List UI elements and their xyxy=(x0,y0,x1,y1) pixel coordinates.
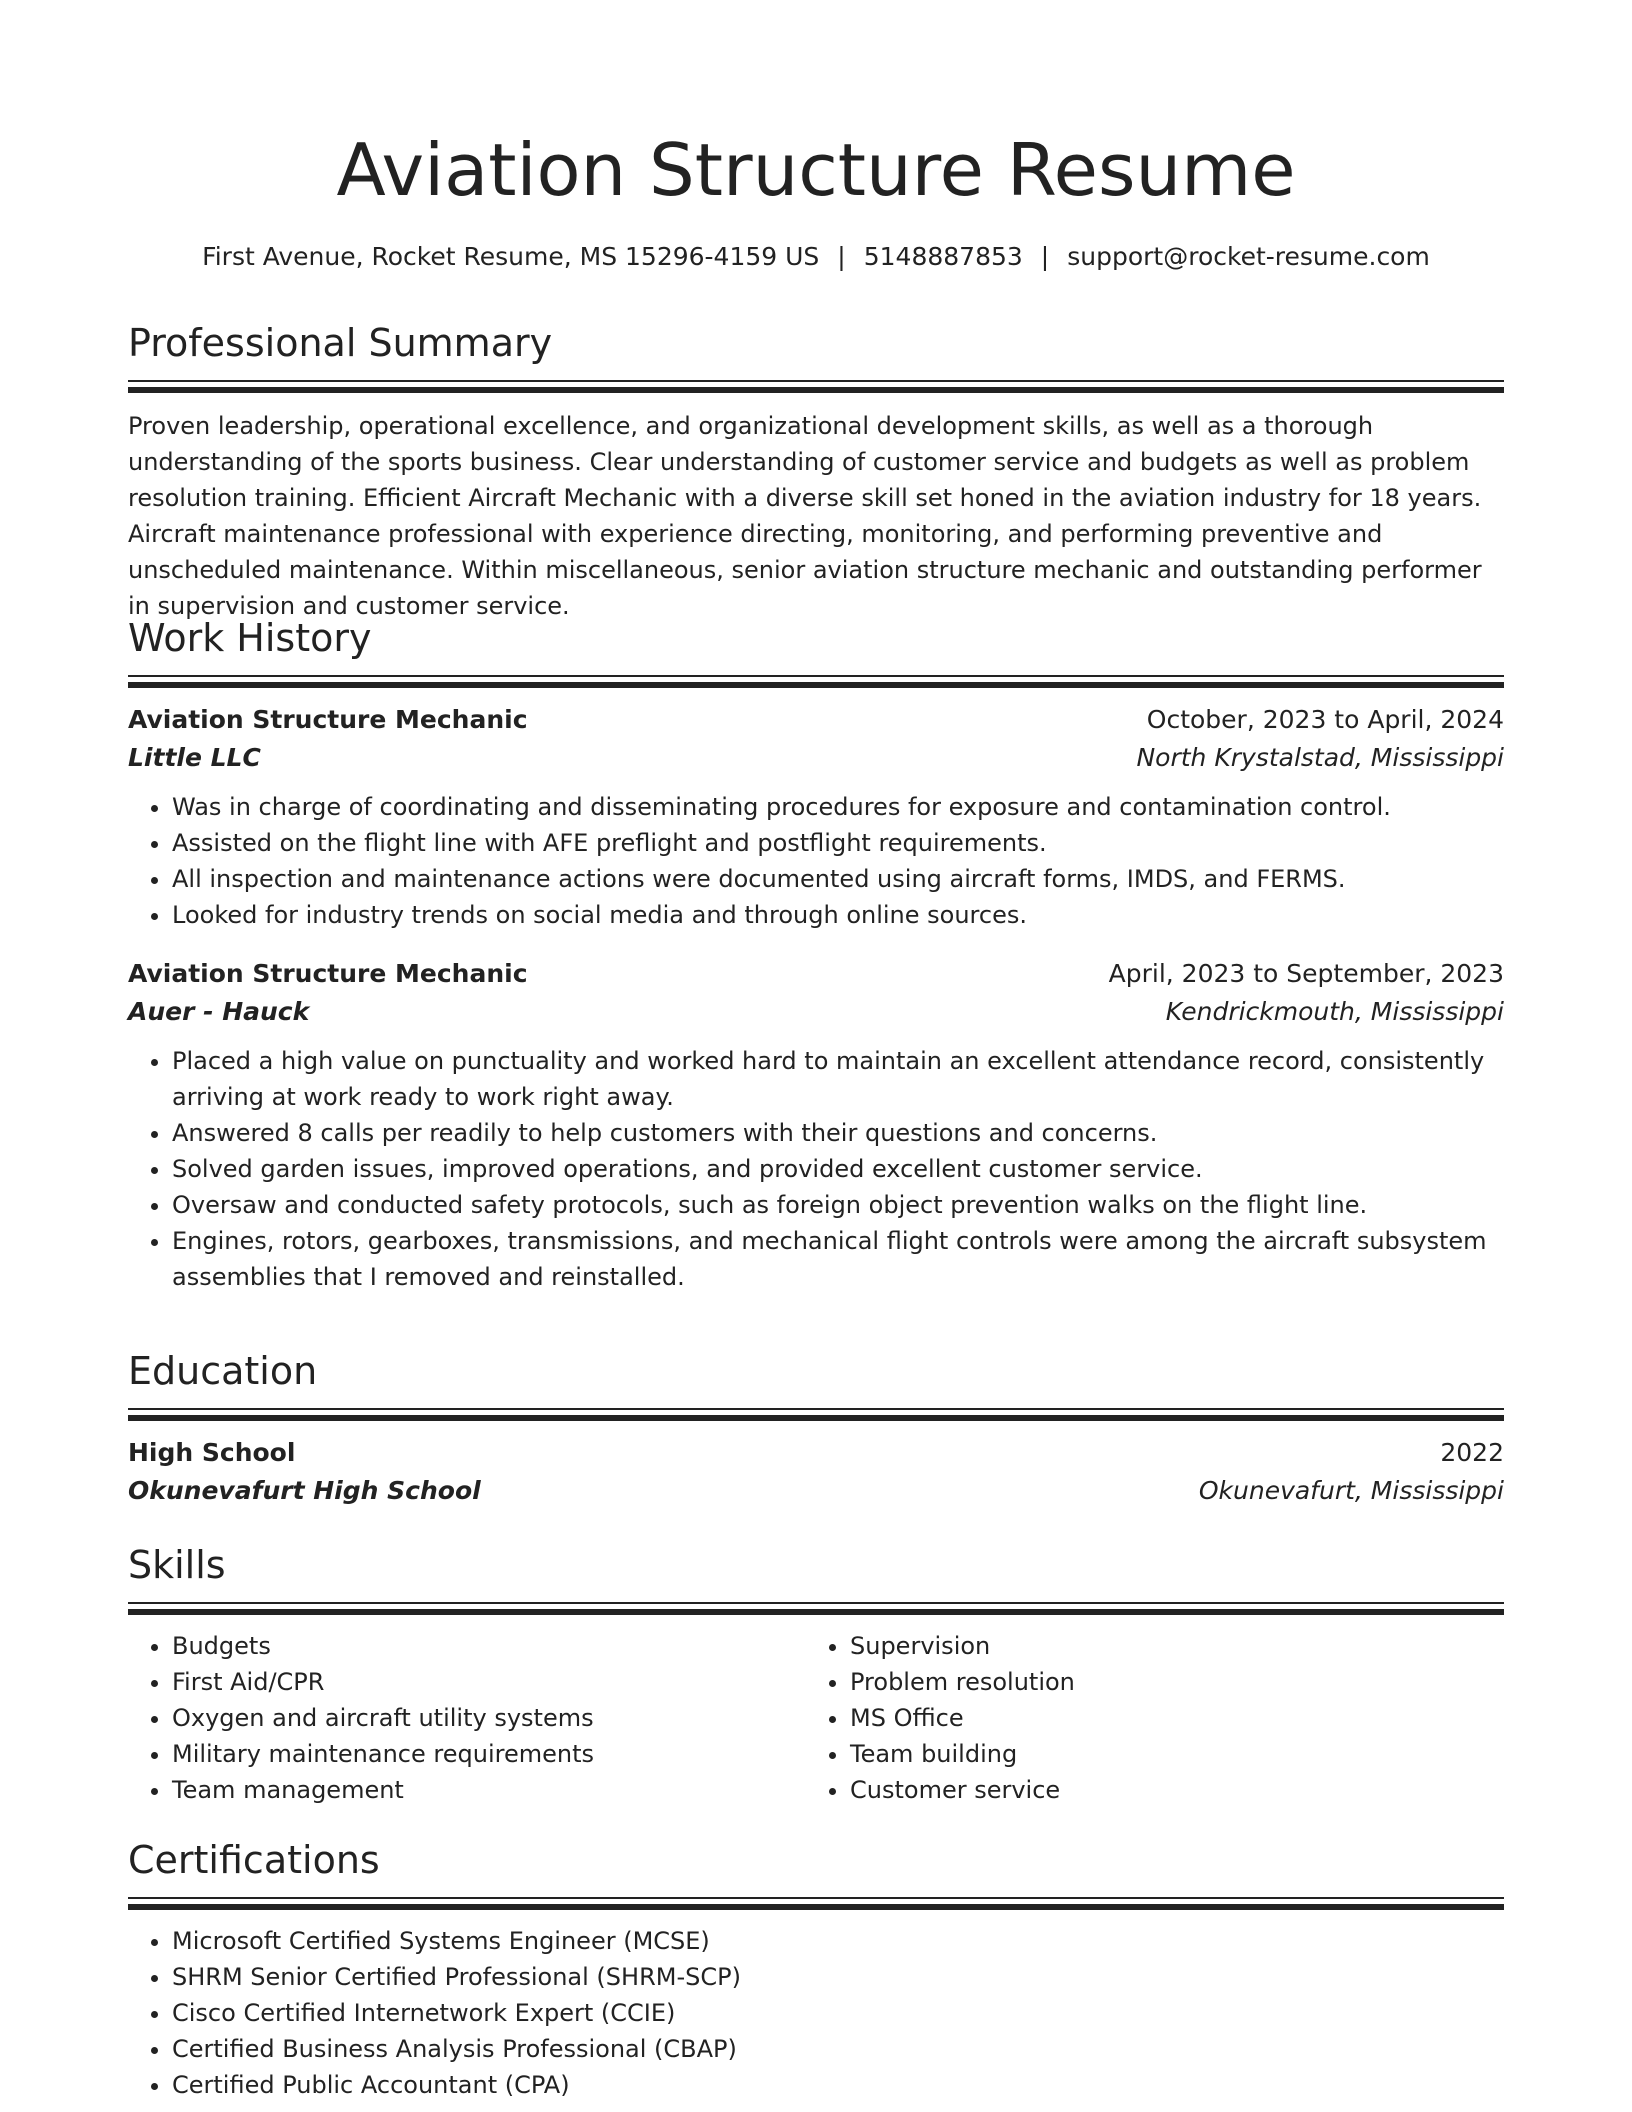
list-item: • Certified Public Accountant (CPA) xyxy=(172,2067,1504,2103)
list-item: • MS Office xyxy=(850,1700,1484,1736)
job-dates: October, 2023 to April, 2024 xyxy=(1146,705,1504,734)
summary-section xyxy=(128,318,1504,624)
list-item: • Certified Business Analysis Professional (CBAP) xyxy=(172,2031,1504,2067)
list-item: • Customer service xyxy=(850,1772,1484,1808)
work-section xyxy=(128,613,1504,1295)
list-item: • Team building xyxy=(850,1736,1484,1772)
list-item: • Looked for industry trends on social media and through online sources. xyxy=(172,897,1504,933)
skills-list-left xyxy=(128,1628,806,1808)
list-item: • All inspection and maintenance actions were documented using aircraft forms, IMDS, and FERMS. xyxy=(172,861,1504,897)
skills-columns xyxy=(128,1628,1504,1808)
resume-title: Aviation Structure Resume xyxy=(336,128,1296,212)
skills-section xyxy=(128,1540,1504,1808)
list-item: • Assisted on the flight line with AFE preflight and postflight requirements. xyxy=(172,825,1504,861)
list-item: • Budgets xyxy=(172,1628,806,1664)
education-year: 2022 xyxy=(1440,1438,1504,1467)
section-title-education: Education xyxy=(128,1349,318,1393)
job-header-row xyxy=(128,701,1504,739)
contact-separator: | xyxy=(837,242,846,271)
list-item: • Supervision xyxy=(850,1628,1484,1664)
certifications-list xyxy=(128,1923,1504,2103)
certifications-section xyxy=(128,1835,1504,2103)
education-school-row xyxy=(128,1472,1504,1510)
list-item: • Engines, rotors, gearboxes, transmissions, and mechanical flight controls were among the aircraft subsystem assemblies that I removed and reinstalled. xyxy=(172,1223,1504,1295)
job-dates: April, 2023 to September, 2023 xyxy=(1108,959,1504,988)
list-item: • Cisco Certified Internetwork Expert (CCIE) xyxy=(172,1995,1504,2031)
education-degree: High School xyxy=(128,1438,296,1467)
list-item: • Oversaw and conducted safety protocols, such as foreign object prevention walks on the flight line. xyxy=(172,1187,1504,1223)
contact-phone: 5148887853 xyxy=(863,242,1023,271)
job-bullets xyxy=(128,789,1504,933)
list-item: • Placed a high value on punctuality and worked hard to maintain an excellent attendance record, consistently arriving at work ready to work right away. xyxy=(172,1043,1504,1115)
job-position: Aviation Structure Mechanic xyxy=(128,705,528,734)
contact-line xyxy=(128,240,1504,274)
summary-text: Proven leadership, operational excellence, and organizational development skills, as well as a thorough understanding of the sports business. Clear understanding of customer service and budgets as well as problem resolution training. Efficient Aircraft Mechanic with a diverse skill set honed in the aviation industry for 18 years. Aircraft maintenance professional with experience directing, monitoring, and performing preventive and unscheduled maintenance. Within miscellaneous, senior aviation structure mechanic and outstanding performer in supervision and customer service. xyxy=(128,412,1482,620)
education-school: Okunevafurt High School xyxy=(128,1476,481,1505)
job-company: Little LLC xyxy=(128,743,261,772)
section-divider xyxy=(128,675,1504,689)
education-header-row xyxy=(128,1434,1504,1472)
section-divider xyxy=(128,1408,1504,1422)
list-item: • Team management xyxy=(172,1772,806,1808)
section-title-summary: Professional Summary xyxy=(128,321,553,365)
job-company-row xyxy=(128,739,1504,777)
skills-list-right xyxy=(806,1628,1484,1808)
contact-email: support@rocket-resume.com xyxy=(1067,242,1430,271)
job-entry xyxy=(128,955,1504,1295)
job-entry xyxy=(128,701,1504,933)
list-item: • Solved garden issues, improved operations, and provided excellent customer service. xyxy=(172,1151,1504,1187)
section-title-work: Work History xyxy=(128,616,372,660)
section-divider xyxy=(128,380,1504,394)
list-item: • Microsoft Certified Systems Engineer (MCSE) xyxy=(172,1923,1504,1959)
section-divider xyxy=(128,1602,1504,1616)
list-item: • SHRM Senior Certified Professional (SHRM-SCP) xyxy=(172,1959,1504,1995)
list-item: • First Aid/CPR xyxy=(172,1664,806,1700)
job-company: Auer - Hauck xyxy=(128,997,310,1026)
education-section xyxy=(128,1346,1504,1510)
job-location: Kendrickmouth, Mississippi xyxy=(1165,997,1504,1026)
job-location: North Krystalstad, Mississippi xyxy=(1136,743,1504,772)
list-item: • Military maintenance requirements xyxy=(172,1736,806,1772)
section-divider xyxy=(128,1897,1504,1911)
contact-separator: | xyxy=(1040,242,1050,271)
job-company-row xyxy=(128,993,1504,1031)
job-bullets xyxy=(128,1043,1504,1295)
education-entry xyxy=(128,1434,1504,1510)
job-header-row xyxy=(128,955,1504,993)
list-item: • Answered 8 calls per readily to help customers with their questions and concerns. xyxy=(172,1115,1504,1151)
job-position: Aviation Structure Mechanic xyxy=(128,959,528,988)
section-title-certifications: Certifications xyxy=(128,1838,380,1882)
contact-address: First Avenue, Rocket Resume, MS 15296-4159 US xyxy=(202,242,820,271)
list-item: • Oxygen and aircraft utility systems xyxy=(172,1700,806,1736)
list-item: • Was in charge of coordinating and disseminating procedures for exposure and contamination control. xyxy=(172,789,1504,825)
section-title-skills: Skills xyxy=(128,1543,226,1587)
list-item: • Problem resolution xyxy=(850,1664,1484,1700)
education-location: Okunevafurt, Mississippi xyxy=(1198,1476,1504,1505)
